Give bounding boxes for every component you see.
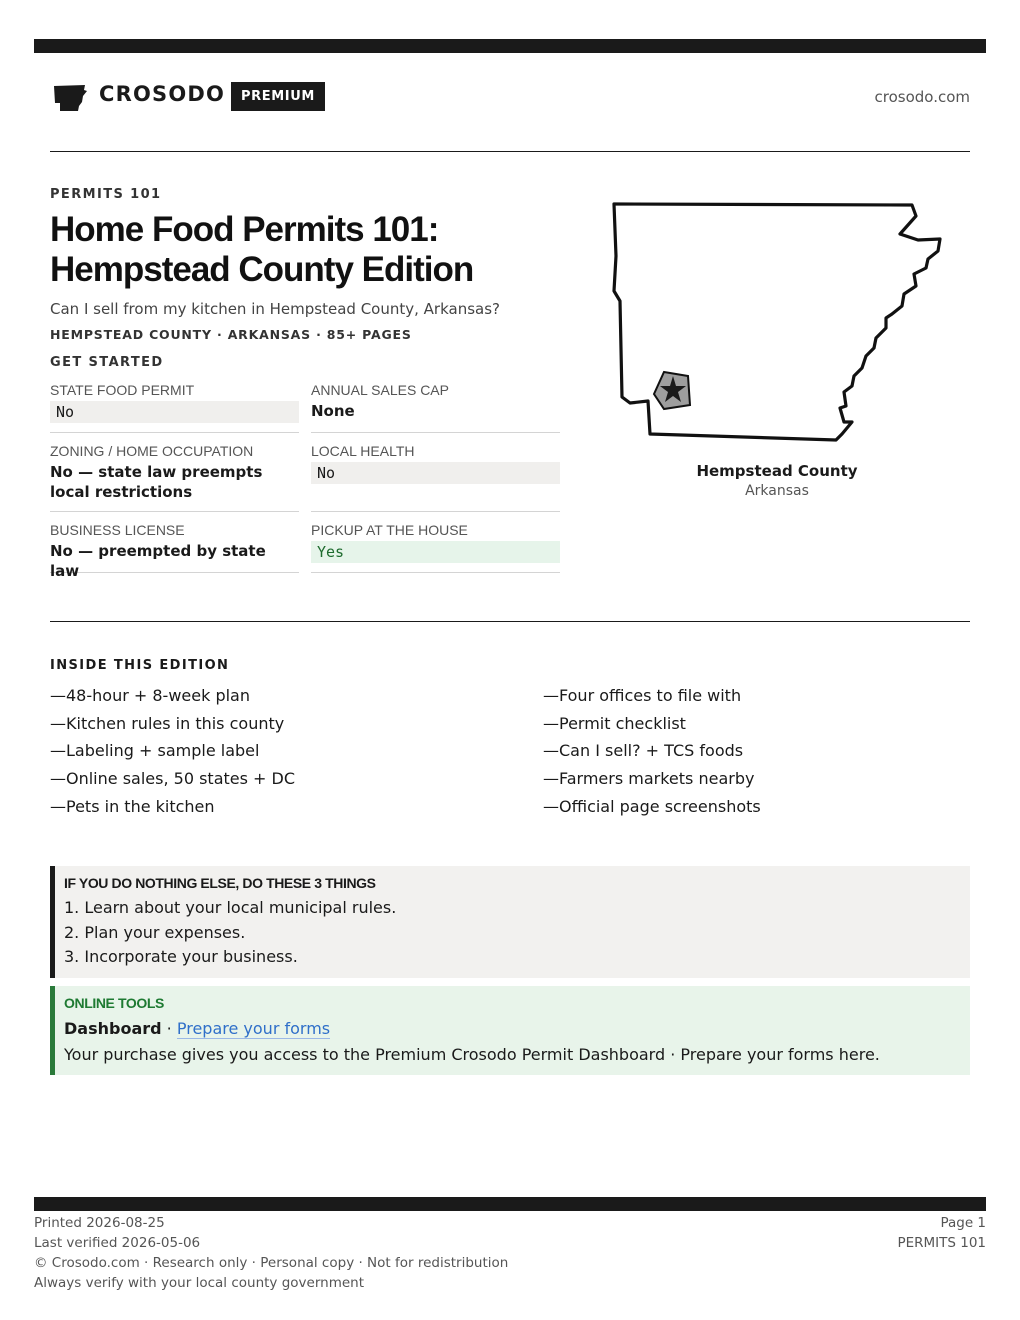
disclaimer: Always verify with your local county government <box>34 1275 364 1291</box>
page-number: Page 1 <box>940 1215 986 1231</box>
field-value: No <box>50 401 299 423</box>
footer-left <box>34 1213 508 1293</box>
toc-item: —Four offices to file with <box>543 686 742 705</box>
field-value: No — state law preempts local restrictions <box>50 463 263 501</box>
field-business-license <box>50 522 299 580</box>
arkansas-logo-icon <box>52 82 88 112</box>
toc-item: —Official page screenshots <box>543 796 761 816</box>
field-value: Yes <box>311 541 560 563</box>
top-bar <box>34 39 986 53</box>
online-tools-callout <box>50 986 970 1075</box>
field-label: LOCAL HEALTH <box>311 443 415 459</box>
toc-item: —Permit checklist <box>543 713 686 733</box>
page-title <box>50 210 590 290</box>
page-subtitle: Can I sell from my kitchen in Hempstead County, Arkansas? <box>50 300 500 318</box>
map-state-name: Arkansas <box>745 483 809 499</box>
copyright-notice: © Crosodo.com · Research only · Personal copy · Not for redistribution <box>34 1255 509 1271</box>
three-things-callout <box>50 866 970 978</box>
site-url[interactable]: crosodo.com <box>874 88 970 106</box>
field-zoning <box>50 443 299 512</box>
toc-left-list <box>50 682 295 820</box>
toc-item: —Kitchen rules in this county <box>50 713 285 733</box>
printed-date: Printed 2026-08-25 <box>34 1215 165 1231</box>
get-started-heading: GET STARTED <box>50 355 164 370</box>
section-kicker: PERMITS 101 <box>50 187 162 202</box>
arkansas-outline-icon <box>606 196 950 448</box>
brand-name[interactable]: CROSODO <box>99 82 226 106</box>
callout-title: ONLINE TOOLS <box>64 995 164 1011</box>
field-value: None <box>311 402 355 420</box>
footer-right <box>897 1213 986 1253</box>
map-county-name: Hempstead County <box>696 462 858 480</box>
footer-bar <box>34 1197 986 1211</box>
field-annual-sales-cap <box>311 382 560 433</box>
field-pickup <box>311 522 560 573</box>
callout-title: IF YOU DO NOTHING ELSE, DO THESE 3 THINGS <box>64 875 376 891</box>
dashboard-label: Dashboard <box>64 1019 162 1038</box>
inside-edition-heading: INSIDE THIS EDITION <box>50 658 230 673</box>
toc-item: —Online sales, 50 states + DC <box>50 769 296 789</box>
toc-item: —Farmers markets nearby <box>543 769 755 789</box>
header-divider <box>50 151 970 152</box>
callout-item: 2. Plan your expenses. <box>64 922 246 942</box>
callout-item: 1. Learn about your local municipal rules. <box>64 898 397 917</box>
toc-item: —Can I sell? + TCS foods <box>543 741 744 761</box>
field-value: No — preempted by state law <box>50 542 266 580</box>
field-label: PICKUP AT THE HOUSE <box>311 522 468 538</box>
toc-item: —48-hour + 8-week plan <box>50 686 250 705</box>
field-label: BUSINESS LICENSE <box>50 522 185 538</box>
prepare-forms-link[interactable]: Prepare your forms <box>176 1019 331 1038</box>
premium-badge: PREMIUM <box>231 82 325 111</box>
field-label: ZONING / HOME OCCUPATION <box>50 443 254 459</box>
separator: · <box>166 1019 172 1038</box>
toc-right-list <box>543 682 761 820</box>
title-line-1: Home Food Permits 101: <box>50 210 439 249</box>
title-line-2: Hempstead County Edition <box>50 250 474 289</box>
toc-item: —Labeling + sample label <box>50 741 260 761</box>
verified-date: Last verified 2026-05-06 <box>34 1235 201 1251</box>
dashboard-line <box>64 1016 970 1042</box>
edition-meta: HEMPSTEAD COUNTY · ARKANSAS · 85+ PAGES <box>50 327 412 342</box>
field-state-food-permit <box>50 382 299 433</box>
footer-section: PERMITS 101 <box>897 1235 986 1251</box>
callout-item: 3. Incorporate your business. <box>64 947 298 966</box>
toc-item: —Pets in the kitchen <box>50 796 215 816</box>
tools-description: Your purchase gives you access to the Premium Crosodo Permit Dashboard · Prepare your forms here. <box>64 1045 880 1064</box>
page-header <box>52 80 970 114</box>
field-label: STATE FOOD PERMIT <box>50 382 195 398</box>
field-label: ANNUAL SALES CAP <box>311 382 449 398</box>
field-local-health <box>311 443 560 512</box>
field-value: No <box>311 462 560 484</box>
section-divider <box>50 621 970 622</box>
